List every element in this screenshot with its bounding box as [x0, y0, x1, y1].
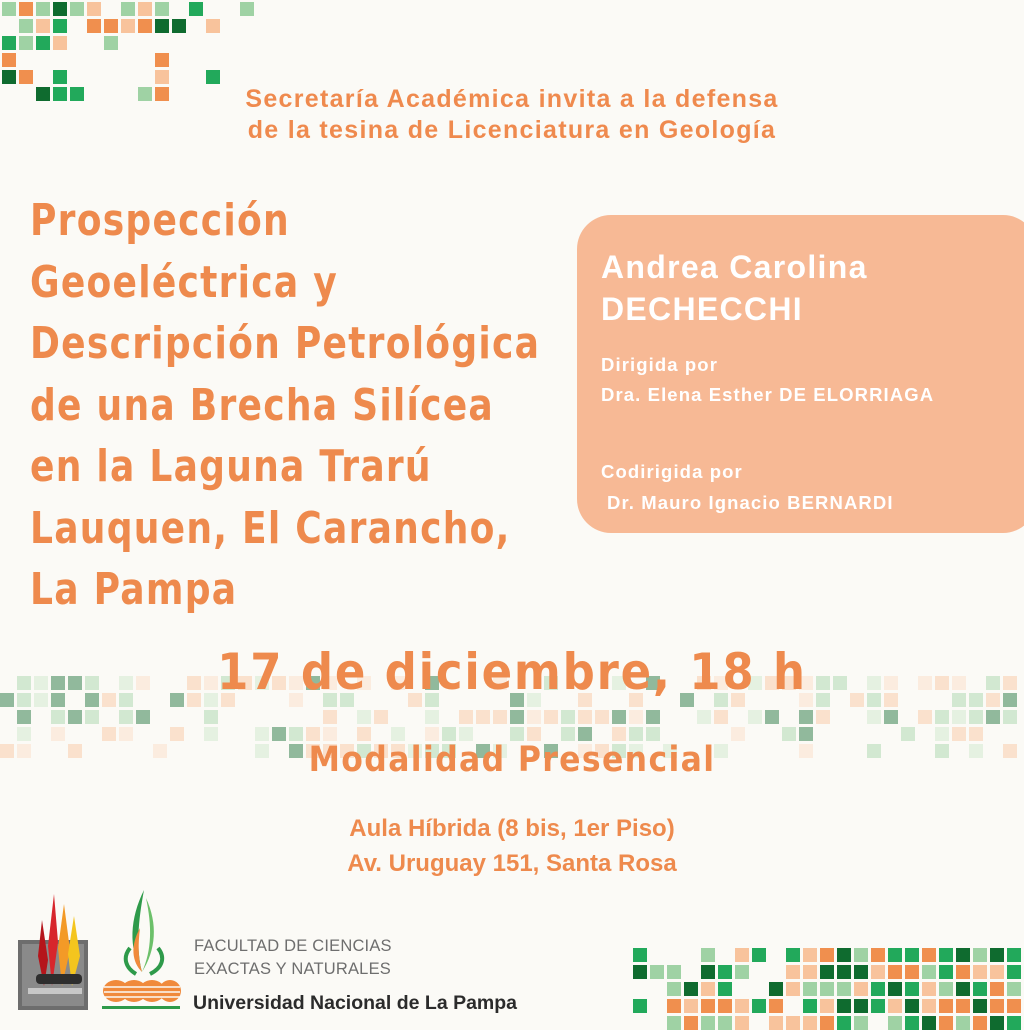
mosaic-tile — [854, 999, 868, 1013]
mosaic-tile — [1007, 965, 1021, 979]
mosaic-tile — [17, 744, 31, 758]
mosaic-tile — [667, 965, 681, 979]
mosaic-tile — [476, 710, 490, 724]
mosaic-tile — [701, 982, 715, 996]
mosaic-tile — [36, 2, 50, 16]
event-address: Av. Uruguay 151, Santa Rosa — [347, 850, 677, 877]
mosaic-tile — [544, 710, 558, 724]
mosaic-tile — [36, 36, 50, 50]
university-name: Universidad Nacional de La Pampa — [193, 992, 518, 1014]
mosaic-tile — [1007, 999, 1021, 1013]
mosaic-tile — [1003, 744, 1017, 758]
mosaic-tile — [1007, 1016, 1021, 1030]
codirector-name: Dr. Mauro Ignacio BERNARDI — [607, 492, 894, 513]
mosaic-tile — [612, 710, 626, 724]
event-modality: Modalidad Presencial — [308, 740, 716, 780]
mosaic-tile — [854, 1016, 868, 1030]
mosaic-tile — [17, 693, 31, 707]
mosaic-tile — [837, 965, 851, 979]
mosaic-tile — [87, 19, 101, 33]
mosaic-tile — [922, 1016, 936, 1030]
thesis-title-line: Lauquen, El Carancho, — [30, 502, 511, 554]
mosaic-tile — [752, 999, 766, 1013]
mosaic-tile — [735, 948, 749, 962]
mosaic-tile — [272, 727, 286, 741]
mosaic-tile — [905, 948, 919, 962]
mosaic-tile — [956, 1016, 970, 1030]
thesis-title-line: Geoeléctrica y — [30, 256, 339, 308]
mosaic-tile — [374, 710, 388, 724]
director-name: Dra. Elena Esther DE ELORRIAGA — [601, 384, 935, 405]
mosaic-tile — [612, 727, 626, 741]
faculty-name-line-2: EXACTAS Y NATURALES — [194, 960, 391, 978]
event-date: 17 de diciembre, 18 h — [217, 643, 807, 701]
mosaic-tile — [837, 1016, 851, 1030]
mosaic-tile — [735, 999, 749, 1013]
mosaic-tile — [510, 727, 524, 741]
mosaic-tile — [53, 2, 67, 16]
thesis-title-line: La Pampa — [30, 564, 238, 615]
mosaic-tile — [578, 710, 592, 724]
mosaic-tile — [206, 19, 220, 33]
mosaic-tile — [735, 1016, 749, 1030]
mosaic-tile — [935, 727, 949, 741]
mosaic-tile — [718, 999, 732, 1013]
mosaic-tile — [888, 948, 902, 962]
mosaic-tile — [803, 948, 817, 962]
mosaic-tile — [629, 710, 643, 724]
mosaic-tile — [701, 999, 715, 1013]
mosaic-tile — [973, 965, 987, 979]
mosaic-tile — [357, 710, 371, 724]
mosaic-tile — [718, 1016, 732, 1030]
mosaic-tile — [952, 727, 966, 741]
mosaic-tile — [765, 710, 779, 724]
mosaic-tile — [633, 999, 647, 1013]
mosaic-tile — [633, 965, 647, 979]
author-last-name: DECHECCHI — [601, 291, 803, 327]
mosaic-tile — [323, 727, 337, 741]
invitation-line-2: de la tesina de Licenciatura en Geología — [247, 116, 777, 144]
mosaic-tile — [53, 19, 67, 33]
mosaic-tile — [172, 19, 186, 33]
mosaic-tile — [102, 727, 116, 741]
mosaic-tile — [51, 727, 65, 741]
mosaic-tile — [871, 965, 885, 979]
mosaic-tile — [425, 710, 439, 724]
mosaic-tile — [19, 19, 33, 33]
mosaic-tile — [922, 999, 936, 1013]
mosaic-tile — [867, 710, 881, 724]
mosaic-tile — [701, 1016, 715, 1030]
thesis-title-line: en la Laguna Trarú — [30, 441, 432, 492]
mosaic-tile — [0, 744, 14, 758]
mosaic-tile — [782, 727, 796, 741]
mosaic-tile — [854, 965, 868, 979]
mosaic-tile — [17, 676, 31, 690]
mosaic-tile — [19, 70, 33, 84]
mosaic-tile — [769, 982, 783, 996]
mosaic-tile — [391, 727, 405, 741]
thesis-title-line: Prospección — [30, 195, 290, 246]
mosaic-tile — [888, 1016, 902, 1030]
mosaic-tile — [799, 710, 813, 724]
mosaic-tile — [34, 676, 48, 690]
mosaic-tile — [799, 727, 813, 741]
mosaic-tile — [714, 710, 728, 724]
mosaic-tile — [0, 693, 14, 707]
mosaic-tile — [939, 965, 953, 979]
mosaic-tile — [119, 727, 133, 741]
mosaic-tile — [990, 1016, 1004, 1030]
mosaic-tile — [718, 965, 732, 979]
mosaic-tile — [888, 999, 902, 1013]
mosaic-tile — [803, 999, 817, 1013]
mosaic-tile — [956, 948, 970, 962]
mosaic-tile — [53, 70, 67, 84]
mosaic-tile — [289, 727, 303, 741]
mosaic-tile — [189, 2, 203, 16]
mosaic-tile — [493, 710, 507, 724]
mosaic-tile — [684, 1016, 698, 1030]
mosaic-tile — [155, 2, 169, 16]
mosaic-tile — [752, 948, 766, 962]
mosaic-tile — [854, 948, 868, 962]
mosaic-tile — [786, 948, 800, 962]
invitation-header — [0, 84, 1024, 146]
mosaic-tile — [155, 19, 169, 33]
mosaic-tile — [735, 965, 749, 979]
mosaic-tile — [837, 999, 851, 1013]
mosaic-tile — [820, 1016, 834, 1030]
mosaic-tile — [973, 982, 987, 996]
mosaic-tile — [425, 727, 439, 741]
mosaic-tile — [459, 727, 473, 741]
mosaic-tile — [956, 982, 970, 996]
mosaic-tile — [206, 70, 220, 84]
mosaic-tile — [986, 710, 1000, 724]
mosaic-tile — [871, 948, 885, 962]
mosaic-tile — [442, 727, 456, 741]
mosaic-tile — [701, 948, 715, 962]
mosaic-tile — [138, 2, 152, 16]
mosaic-tile — [990, 999, 1004, 1013]
mosaic-tile — [973, 948, 987, 962]
mosaic-tile — [973, 1016, 987, 1030]
mosaic-tile — [969, 727, 983, 741]
mosaic-tile — [2, 70, 16, 84]
mosaic-tile — [803, 1016, 817, 1030]
mosaic-tile — [884, 710, 898, 724]
mosaic-tile — [306, 727, 320, 741]
mosaic-tile — [731, 727, 745, 741]
mosaic-tile — [17, 727, 31, 741]
mosaic-tile — [667, 999, 681, 1013]
mosaic-tile — [36, 19, 50, 33]
mosaic-tile — [986, 693, 1000, 707]
mosaic-tile — [19, 2, 33, 16]
director-label: Dirigida por — [601, 354, 719, 375]
mosaic-tile — [1003, 693, 1017, 707]
mosaic-tile — [786, 982, 800, 996]
mosaic-tile — [871, 982, 885, 996]
mosaic-tile — [820, 965, 834, 979]
mosaic-tile — [1003, 710, 1017, 724]
mosaic-tile — [2, 36, 16, 50]
mosaic-tile — [667, 982, 681, 996]
mosaic-tile — [646, 710, 660, 724]
mosaic-tile — [956, 965, 970, 979]
mosaic-tile — [820, 999, 834, 1013]
mosaic-tile — [748, 710, 762, 724]
thesis-title-line: Descripción Petrológica — [30, 318, 541, 369]
mosaic-tile — [990, 965, 1004, 979]
mosaic-tile — [68, 710, 82, 724]
mosaic-tile — [956, 999, 970, 1013]
mosaic-tile — [969, 710, 983, 724]
mosaic-tile — [905, 982, 919, 996]
mosaic-tile — [820, 948, 834, 962]
event-room: Aula Híbrida (8 bis, 1er Piso) — [349, 815, 675, 842]
mosaic-tile — [104, 19, 118, 33]
mosaic-tile — [255, 727, 269, 741]
mosaic-tile — [986, 676, 1000, 690]
mosaic-tile — [667, 1016, 681, 1030]
mosaic-tile — [136, 710, 150, 724]
mosaic-tile — [939, 982, 953, 996]
mosaic-tile — [121, 2, 135, 16]
mosaic-tile — [527, 710, 541, 724]
mosaic-tile — [837, 982, 851, 996]
mosaic-tile — [70, 2, 84, 16]
mosaic-tile — [646, 727, 660, 741]
mosaic-tile — [922, 982, 936, 996]
thesis-title-line: de una Brecha Silícea — [30, 379, 495, 431]
mosaic-tile — [820, 982, 834, 996]
mosaic-tile — [357, 727, 371, 741]
mosaic-tile — [34, 693, 48, 707]
mosaic-tile — [901, 727, 915, 741]
mosaic-tile — [19, 36, 33, 50]
mosaic-tile — [1007, 982, 1021, 996]
mosaic-tile — [561, 710, 575, 724]
mosaic-tile — [803, 965, 817, 979]
mosaic-tile — [918, 710, 932, 724]
mosaic-tile — [629, 727, 643, 741]
mosaic-tile — [922, 965, 936, 979]
mosaic-tile — [578, 727, 592, 741]
mosaic-tile — [53, 36, 67, 50]
faculty-logo-icon — [18, 890, 92, 1012]
mosaic-tile — [854, 982, 868, 996]
mosaic-tile — [684, 999, 698, 1013]
mosaic-tile — [939, 1016, 953, 1030]
mosaic-tile — [905, 965, 919, 979]
mosaic-tile — [155, 70, 169, 84]
mosaic-tile — [2, 2, 16, 16]
mosaic-tile — [87, 2, 101, 16]
mosaic-tile — [85, 710, 99, 724]
mosaic-tile — [905, 1016, 919, 1030]
mosaic-tile — [510, 710, 524, 724]
mosaic-tile — [595, 710, 609, 724]
mosaic-tile — [459, 710, 473, 724]
mosaic-tile — [155, 53, 169, 67]
mosaic-tile — [935, 710, 949, 724]
mosaic-tile — [204, 727, 218, 741]
mosaic-tile — [888, 982, 902, 996]
mosaic-tile — [2, 53, 16, 67]
mosaic-tile — [684, 982, 698, 996]
thesis-title — [30, 190, 541, 621]
mosaic-tile — [170, 727, 184, 741]
mosaic-tile — [561, 727, 575, 741]
mosaic-tile — [837, 948, 851, 962]
faculty-name-line-1: FACULTAD DE CIENCIAS — [194, 937, 392, 955]
mosaic-tile — [104, 36, 118, 50]
mosaic-tile — [990, 948, 1004, 962]
mosaic-tile — [119, 710, 133, 724]
mosaic-tile — [922, 948, 936, 962]
mosaic-tile — [697, 710, 711, 724]
mosaic-tile — [650, 965, 664, 979]
mosaic-tile — [786, 1016, 800, 1030]
mosaic-tile — [769, 1016, 783, 1030]
mosaic-tile — [1003, 676, 1017, 690]
mosaic-tile — [1007, 948, 1021, 962]
invitation-line-1: Secretaría Académica invita a la defensa — [245, 85, 779, 113]
mosaic-tile — [952, 710, 966, 724]
mosaic-tile — [51, 710, 65, 724]
mosaic-tile — [786, 965, 800, 979]
mosaic-tile — [816, 710, 830, 724]
mosaic-tile — [939, 948, 953, 962]
mosaic-tile — [17, 710, 31, 724]
mosaic-tile — [871, 999, 885, 1013]
mosaic-tile — [701, 965, 715, 979]
mosaic-tile — [633, 948, 647, 962]
author-card — [577, 215, 1024, 533]
codirector-label: Codirigida por — [601, 461, 743, 482]
mosaic-tile — [138, 19, 152, 33]
mosaic-tile — [973, 999, 987, 1013]
author-first-name: Andrea Carolina — [601, 249, 868, 285]
mosaic-tile — [939, 999, 953, 1013]
mosaic-tile — [803, 982, 817, 996]
mosaic-tile — [769, 999, 783, 1013]
university-logo-icon — [100, 888, 182, 1012]
mosaic-tile — [990, 982, 1004, 996]
mosaic-tile — [323, 710, 337, 724]
mosaic-tile — [718, 982, 732, 996]
mosaic-tile — [240, 2, 254, 16]
mosaic-tile — [905, 999, 919, 1013]
mosaic-tile — [204, 710, 218, 724]
mosaic-tile — [527, 727, 541, 741]
mosaic-tile — [888, 965, 902, 979]
mosaic-tile — [121, 19, 135, 33]
